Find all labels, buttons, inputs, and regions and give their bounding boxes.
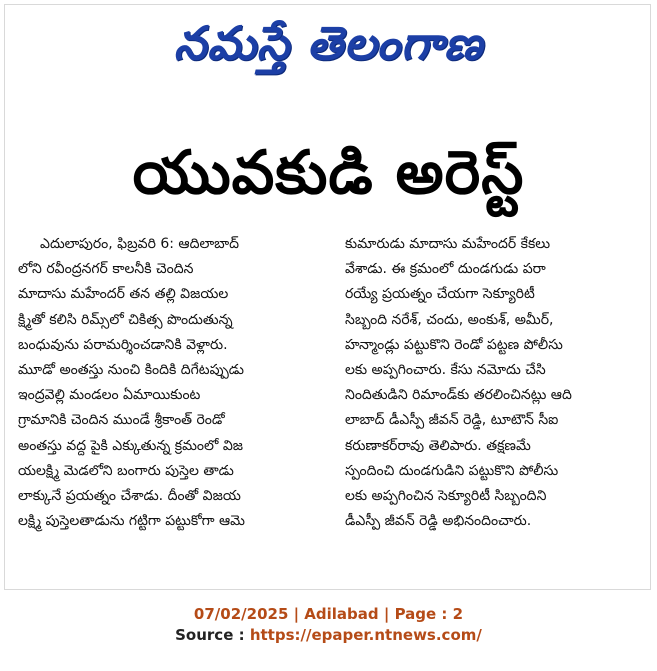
article-line: సిబ్బంది నరేశ్, చందు, అంకుశ్, అమీర్, — [345, 311, 554, 328]
article-line: ఎదులాపురం, ఫిబ్రవరి 6: ఆదిలాబాద్ — [40, 236, 240, 252]
source-link[interactable]: https://epaper.ntnews.com/ — [249, 626, 482, 644]
newspaper-masthead: నమస్తే తెలంగాణ — [173, 16, 484, 70]
article-line: లకు అప్పగించారు. కేసు నమోదు చేసి — [345, 361, 546, 378]
edition-line: 07/02/2025 | Adilabad | Page : 2 — [193, 605, 464, 623]
article-line: గ్రామానికి చెందిన ముండే శ్రీకాంత్ రెండో — [18, 412, 225, 429]
article-line: కరుణాకర్‌రావు తెలిపారు. తక్షణమే — [345, 437, 531, 454]
article-line: కుమారుడు మాదాసు మహేందర్ కేకలు — [345, 236, 551, 252]
article-column-right — [345, 232, 639, 582]
article-line: డీఎస్పీ జీవన్ రెడ్డి అభినందించారు. — [345, 513, 532, 530]
source-line — [0, 625, 657, 646]
clipping-footer — [0, 604, 657, 646]
article-line: హన్మాండ్లు పట్టుకొని రెండో పట్టణ పోలీసు — [345, 336, 563, 353]
article-line: స్పందించి దుండగుడిని పట్టుకొని పోలీసు — [345, 462, 559, 479]
article-line: మాదాసు మహేందర్ తన తల్లి విజయల — [18, 286, 229, 303]
article-line: యలక్ష్మి మెడలోని బంగారు పుస్తెల తాడు — [18, 462, 234, 479]
article-line: లక్ష్మి పుస్తెలతాడును గట్టిగా పట్టుకోగా ఆమె — [18, 513, 245, 530]
source-label: Source : — [175, 626, 250, 644]
article-line: లాబాద్ డీఎస్పీ జీవన్ రెడ్డి, టూటౌన్ సీఐ — [345, 412, 559, 429]
article-line: ఇంద్రవెల్లి మండలం ఏమాయికుంట — [18, 387, 201, 404]
article-line: క్ష్మితో కలిసి రిమ్స్‌లో చికిత్స పొందుతున్న — [18, 311, 233, 328]
article-line: లకు అప్పగించిన సెక్యూరిటీ సిబ్బందిని — [345, 487, 547, 504]
article-line: మూడో అంతస్తు నుంచి కిందికి దిగేటప్పుడు — [18, 361, 244, 378]
article-headline: యువకుడి అరెస్ట్ — [132, 138, 525, 208]
article-line: అంతస్తు వద్ద పైకి ఎక్కుతున్న క్రమంలో విజ — [18, 437, 244, 454]
article-line: వేశాడు. ఈ క్రమంలో దుండగుడు పరా — [345, 261, 546, 278]
article-column-left — [18, 232, 321, 582]
article-line: లోని రవీంద్రనగర్ కాలనీకి చెందిన — [18, 261, 194, 278]
article-line: లాక్కునే ప్రయత్నం చేశాడు. దీంతో విజయ — [18, 487, 241, 504]
article-line: నిందితుడిని రిమాండ్‌కు తరలించినట్లు ఆది — [345, 387, 572, 404]
article-line: రయ్యే ప్రయత్నం చేయగా సెక్యూరిటీ — [345, 286, 535, 303]
article-line: బంధువును పరామర్శించడానికి వెళ్లారు. — [18, 336, 228, 353]
